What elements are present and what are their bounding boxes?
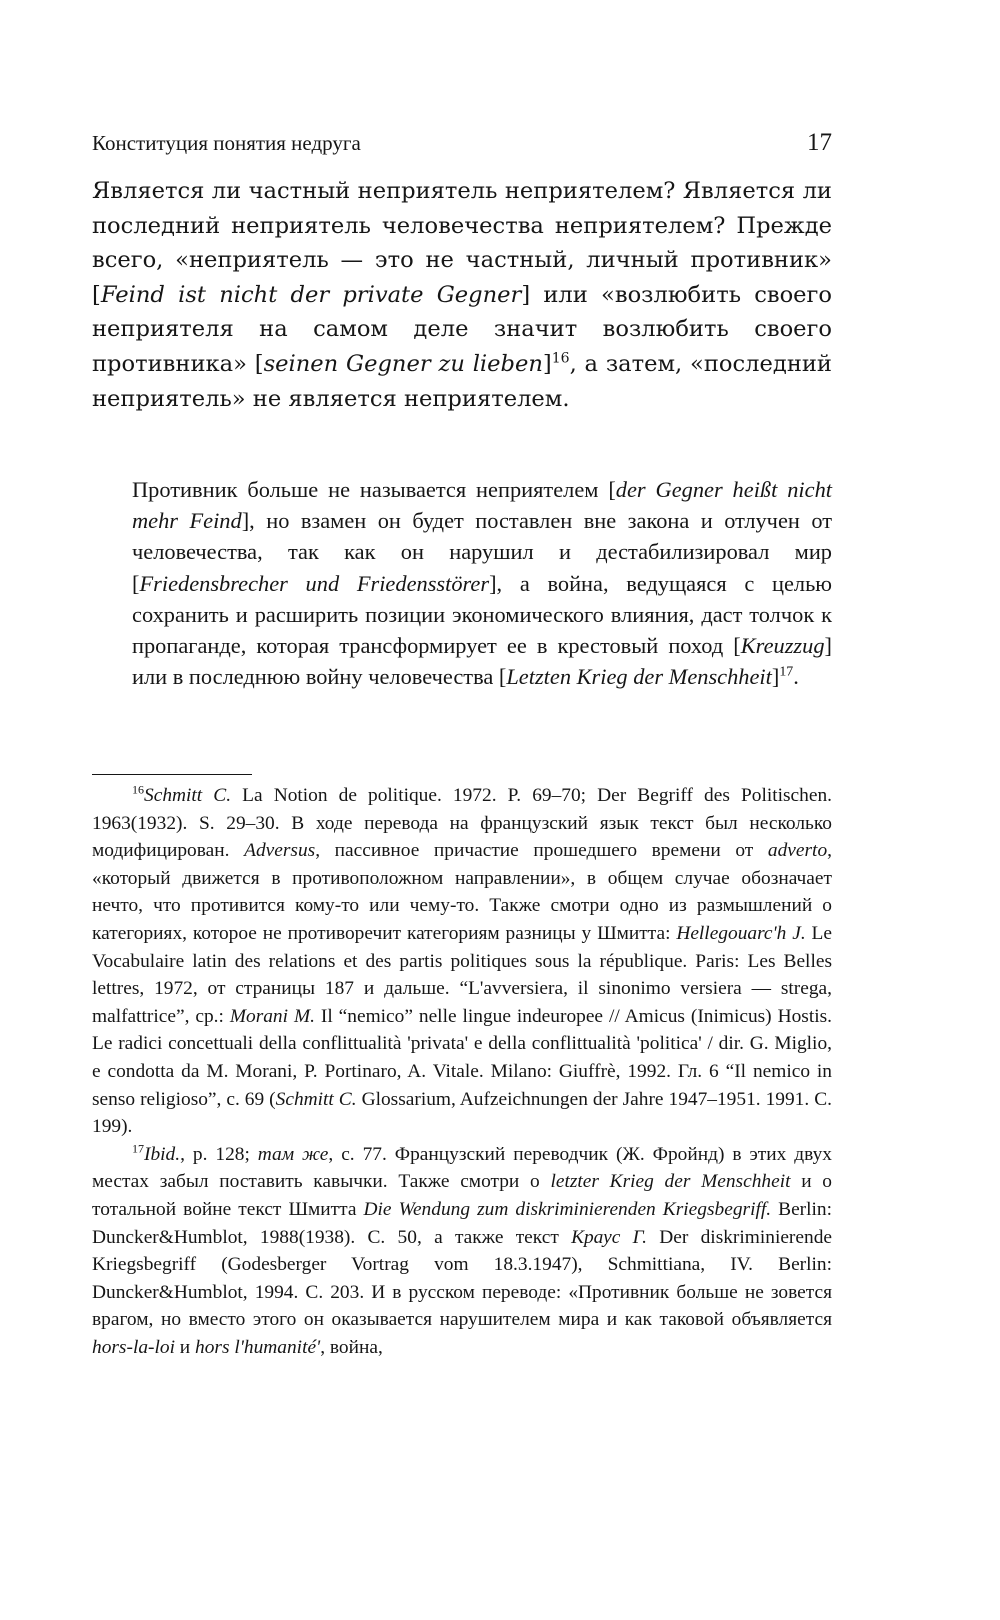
page-number: 17 bbox=[807, 129, 832, 156]
footnote-17: $^{17}$Ibid., p. 128; там же, с. 77. Французский переводчик (Ж. Фройнд) в этих двух местах забыл поставить кавычки. Также смотри о letzter Krieg der Menschheit и о тотальной войне текст Шмитта Die Wendung zum diskriminierenden Kriegsbegriff. Berlin: Duncker&Humblot, 1988(1938). С. 50, а также текст Краус Г. Der diskriminierende Kriegsbegriff (Godesberger Vortrag vom 18.3.1947), Schmittiana, IV. Berlin: Duncker&Humblot, 1994. С. 203. И в русском переводе: «Противник больше не зовется врагом, но вместо этого он оказывается нарушителем мира и как таковой объявляется hors-la-loi и hors l'humanité', война, bbox=[92, 1141, 832, 1358]
block-quote: Противник больше не называется неприятелем [der Gegner heißt nicht mehr Feind], но взамен он будет поставлен вне закона и отлучен от человечества, так как он нарушил и дестабилизировал мир [Friedensbrecher und Friedensstörer], а война, ведущаяся с целью сохранить и расширить позиции экономического влияния, даст толчок к пропаганде, которая трансформирует ее в крестовый поход [Kreuzzug] или в последнюю войну человечества [Letzten Krieg der Menschheit]$^{17}$. bbox=[132, 477, 833, 690]
footnote-separator bbox=[92, 774, 252, 775]
footnotes bbox=[92, 782, 832, 1361]
footnote-number-17: 17 bbox=[132, 1141, 145, 1156]
running-head bbox=[92, 128, 832, 158]
footnote-16: $^{16}$Schmitt C. La Notion de politique. 1972. P. 69–70; Der Begriff des Politischen. 1963(1932). S. 29–30. В ходе перевода на французский язык текст был несколько модифицирован. Adversus, пассивное причастие прошедшего времени от adverto, «который движется в противоположном направлении», в общем случае обозначает нечто, что противится кому-то или чему-то. Также смотри одно из размышлений о категориях, которое не противоречит категориям разницы у Шмитта: Hellegouarc'h J. Le Vocabulaire latin des relations et des partis politiques sous la république. Paris: Les Belles lettres, 1972, от страницы 187 и дальше. “L'avversiera, il sinonimo versiera — strega, malfattrice”, ср.: Morani M. Il “nemico” nelle lingue indeuropee // Amicus (Inimicus) Hostis. Le radici concettuali della conflittualità 'privata' e della conflittualità 'politica' / dir. G. Miglio, e condotta da M. Morani, P. Portinaro, A. Vitale. Milano: Giuffrè, 1992. Гл. 6 “Il nemico in senso religioso”, с. 69 (Schmitt C. Glossarium, Aufzeichnungen der Jahre 1947–1951. 1991. С. 199). bbox=[92, 782, 832, 1138]
footnote-number-16: 16 bbox=[132, 782, 145, 797]
running-head-title: Конституция понятия недруга bbox=[92, 131, 361, 155]
footnote-ref-17: 17 bbox=[779, 664, 794, 680]
main-paragraph: Является ли частный неприятель неприятелем? Является ли последний неприятель человечества неприятелем? Прежде всего, «неприятель — это не частный, личный противник» [Feind ist nicht der private Gegner] или «возлюбить своего неприятеля на самом деле значит возлюбить своего противника» [seinen Gegner zu lieben]$^{16}$, а затем, «последний неприятель» не является неприятелем. bbox=[92, 178, 832, 412]
footnote-ref-16: 16 bbox=[551, 350, 570, 367]
